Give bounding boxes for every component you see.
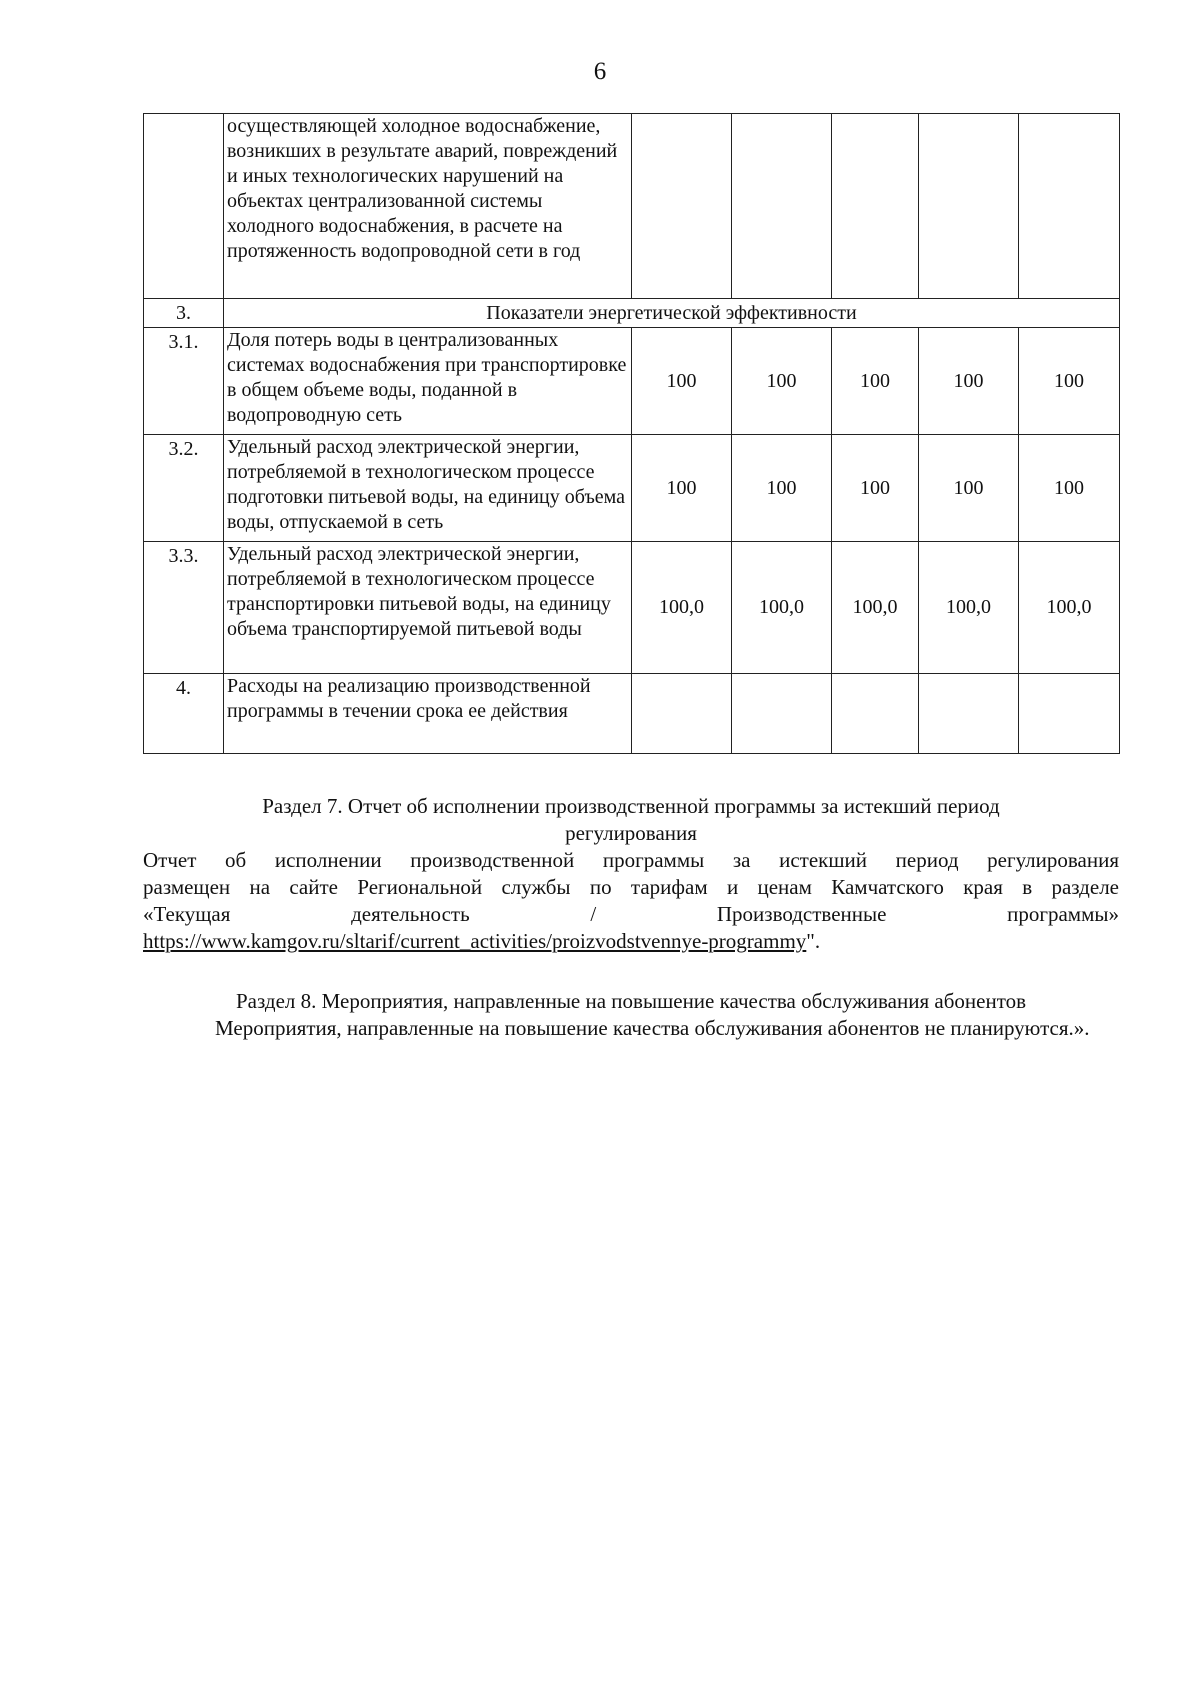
value-cell [732, 114, 832, 299]
value-cell [632, 674, 732, 754]
value-cell: 100 [919, 328, 1019, 435]
table-row [144, 674, 1120, 754]
table-row [144, 542, 1120, 674]
section-7-link-line [143, 928, 1119, 955]
value-cell: 100,0 [1019, 542, 1120, 674]
section-7-text-line-3: «Текущая деятельность / Производственные программы» [143, 902, 1119, 926]
value-cell [919, 674, 1019, 754]
value-cell: 100,0 [832, 542, 919, 674]
value-cell: 100 [632, 328, 732, 435]
row-number: 3. [144, 299, 224, 328]
section-7-text-line-2: размещен на сайте Региональной службы по тарифам и ценам Камчатского края в разделе [143, 875, 1119, 899]
section-8-heading: Раздел 8. Мероприятия, направленные на повышение качества обслуживания абонентов [235, 989, 1027, 1013]
table-row [144, 114, 1120, 299]
table-section-row [144, 299, 1120, 328]
value-cell [632, 114, 732, 299]
value-cell: 100 [919, 435, 1019, 542]
value-cell: 100 [832, 328, 919, 435]
value-cell: 100 [1019, 328, 1120, 435]
value-cell: 100,0 [732, 542, 832, 674]
row-description: Расходы на реализацию производственной программы в течении срока ее действия [224, 674, 632, 754]
link-suffix: ". [806, 929, 821, 953]
section-7-text-line-1: Отчет об исполнении производственной программы за истекший период регулирования [143, 848, 1119, 872]
row-description: Доля потерь воды в централизованных системах водоснабжения при транспортировке в общем объеме воды, поданной в водопроводную сеть [224, 328, 632, 435]
table-row [144, 435, 1120, 542]
section-7-heading-line-1: Раздел 7. Отчет об исполнении производственной программы за истекший период [262, 794, 1000, 818]
section-7 [143, 793, 1119, 955]
value-cell [732, 674, 832, 754]
row-description: Удельный расход электрической энергии, потребляемой в технологическом процессе подготовки питьевой воды, на единицу объема воды, отпускаемой в сеть [224, 435, 632, 542]
section-title: Показатели энергетической эффективности [224, 299, 1120, 328]
value-cell: 100,0 [919, 542, 1019, 674]
row-number [144, 114, 224, 299]
value-cell: 100 [732, 328, 832, 435]
indicators-table [143, 113, 1120, 754]
section-7-heading-line-2: регулирования [565, 821, 697, 845]
value-cell: 100 [732, 435, 832, 542]
value-cell [1019, 674, 1120, 754]
value-cell [1019, 114, 1120, 299]
row-number: 3.2. [144, 435, 224, 542]
row-number: 3.1. [144, 328, 224, 435]
page-number: 6 [593, 58, 607, 85]
value-cell: 100 [632, 435, 732, 542]
section-8 [143, 988, 1119, 1042]
table-row [144, 328, 1120, 435]
report-link[interactable]: https://www.kamgov.ru/sltarif/current_activities/proizvodstvennye-programmy [143, 929, 807, 953]
row-description: осуществляющей холодное водоснабжение, возникших в результате аварий, повреждений и иных технологических нарушений на объектах централизованной системы холодного водоснабжения, в расчете на протяженность водопроводной сети в год [224, 114, 632, 299]
value-cell: 100,0 [632, 542, 732, 674]
row-number: 3.3. [144, 542, 224, 674]
row-description: Удельный расход электрической энергии, потребляемой в технологическом процессе транспортировки питьевой воды, на единицу объема транспортируемой питьевой воды [224, 542, 632, 674]
value-cell [832, 114, 919, 299]
value-cell [919, 114, 1019, 299]
value-cell: 100 [1019, 435, 1120, 542]
value-cell: 100 [832, 435, 919, 542]
value-cell [832, 674, 919, 754]
section-8-text: Мероприятия, направленные на повышение качества обслуживания абонентов не планируются.». [215, 1016, 1090, 1040]
row-number: 4. [144, 674, 224, 754]
